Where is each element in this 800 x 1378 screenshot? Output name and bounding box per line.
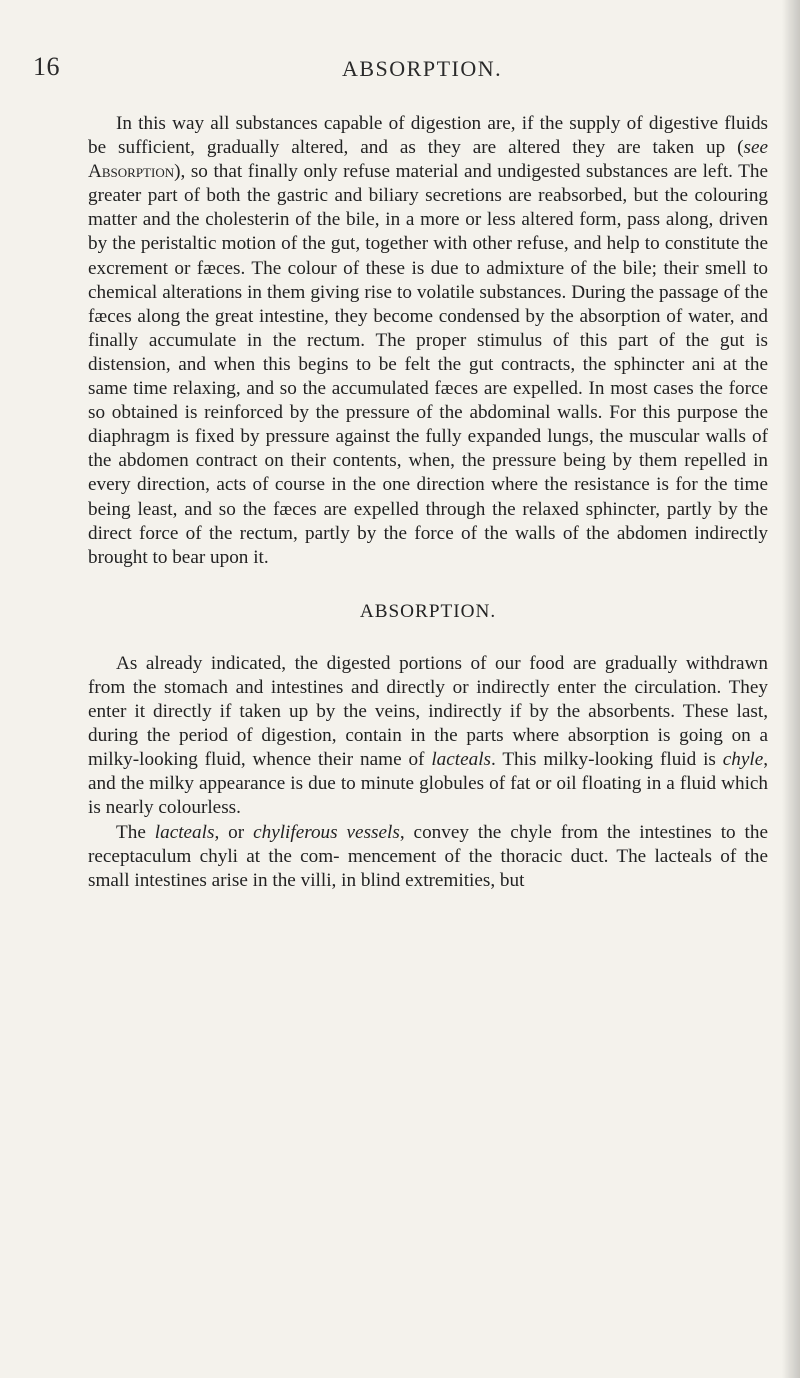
absorption-paragraph-2: The lacteals, or chyliferous vessels, convey the chyle from the intestines to the receptaculum chyli at the com- mencement of the thoracic duct. The lacteals of the small intestines arise in the villi, in blind extremities, but (88, 821, 768, 891)
see-reference: see (743, 137, 768, 159)
page-edge-shadow (782, 0, 800, 1378)
running-title: ABSORPTION. (342, 56, 503, 81)
term-lacteals: lacteals (154, 821, 215, 843)
term-chyle: chyle (722, 749, 764, 771)
section-heading-absorption: ABSORPTION. (359, 600, 497, 622)
term-lacteals: lacteals (431, 749, 491, 771)
running-head (0, 52, 800, 86)
digestion-paragraph: In this way all substances capable of digestion are, if the supply of digestive fluids be sufficient, gradually altered, and as they are altered they are taken up (see Absorption), so that finally only refuse material and undigested substances are left. The greater part of both the gastric and biliary secretions are reabsorbed, but the colouring matter and the cholesterin of the bile, in a more or less altered form, pass along, driven by the peristaltic motion of the gut, together with other refuse, and help to constitute the excrement or fæces. The colour of these is due to admixture of the bile; their smell to chemical alterations in them giving rise to volatile substances. During the passage of the fæces along the great intestine, they become condensed by the absorption of water, and finally accumulate in the rectum. The proper stimulus of this part of the gut is distension, and when this begins to be felt the gut contracts, the sphincter ani at the same time relaxing, and so the accumulated fæces are expelled. In most cases the force so obtained is reinforced by the pressure of the abdominal walls. For this purpose the diaphragm is fixed by pressure against the fully expanded lungs, the muscular walls of the abdomen contract on their contents, when, the pressure being by them repelled in every direction, acts of course in the one direction where the resistance is for the time being least, and so the fæces are expelled through the relaxed sphincter, partly by the direct force of the rectum, partly by the force of the walls of the abdomen indirectly brought to bear upon it. (88, 113, 769, 568)
page-number: 16 (33, 52, 60, 81)
body-text (88, 112, 768, 893)
absorption-paragraph-1: As already indicated, the digested portions of our food are gradually withdrawn from the stomach and intestines and directly or indirectly enter the circulation. They enter it directly if taken up by the veins, indirectly if by the absorbents. These last, during the period of digestion, contain in the parts where absorption is going on a milky-looking fluid, whence their name of lacteals. This milky-looking fluid is chyle, and the milky appearance is due to minute globules of fat or oil floating in a fluid which is nearly colourless. (88, 652, 769, 819)
term-chyliferous-vessels: chyliferous vessels (253, 821, 400, 843)
absorption-cross-reference: Absorption (88, 161, 175, 183)
